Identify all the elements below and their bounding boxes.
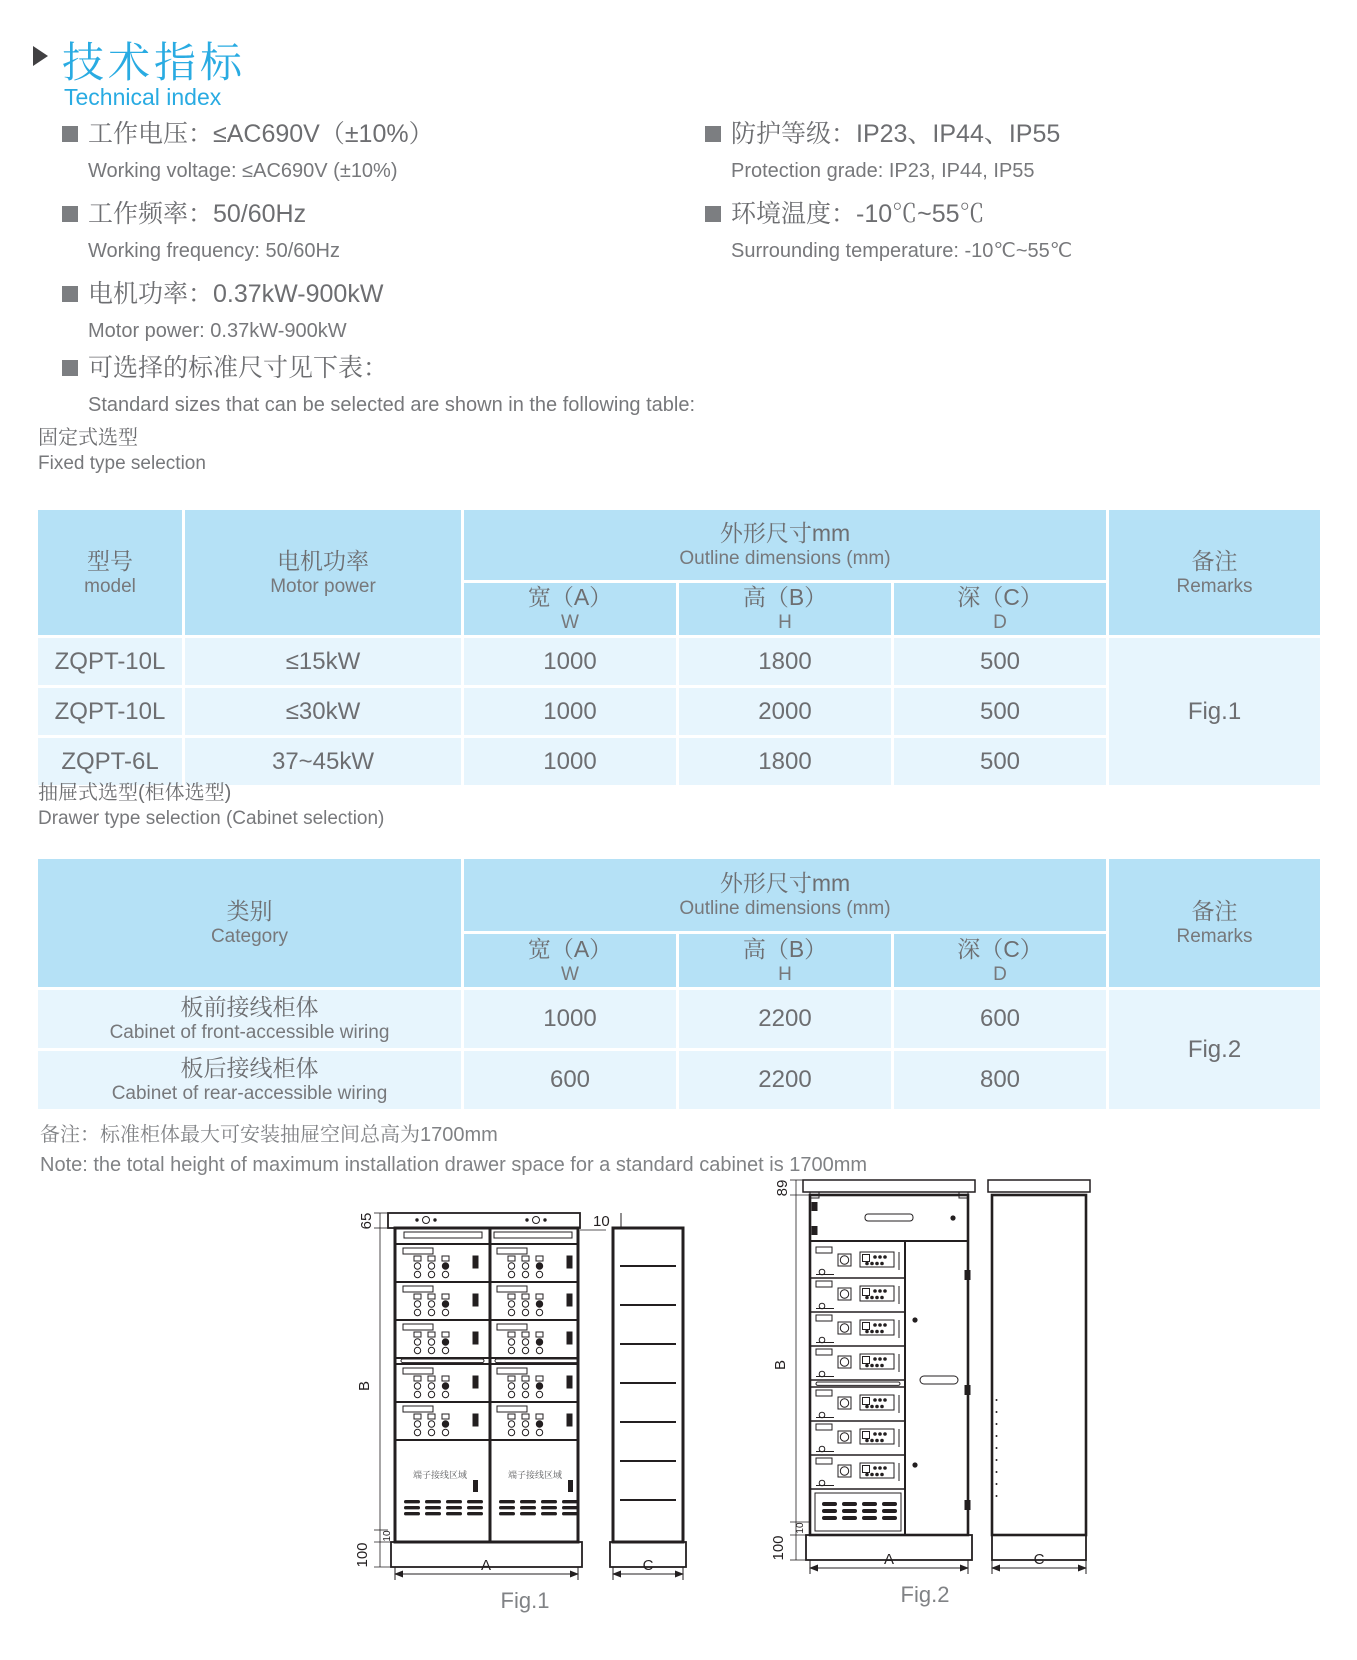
footnote-zh: 备注：标准柜体最大可安装抽屉空间总高为1700mm bbox=[40, 1124, 498, 1146]
cell-depth: 500 bbox=[894, 638, 1106, 685]
cell-depth: 800 bbox=[894, 1051, 1106, 1109]
fig1-terminal-label: 端子接线区域 bbox=[507, 1470, 563, 1480]
cell-height: 1800 bbox=[679, 738, 891, 785]
header-remarks-zh: 备注 bbox=[1191, 547, 1238, 574]
cell-height: 2000 bbox=[679, 688, 891, 735]
fig2-dim-width: A bbox=[883, 1551, 895, 1568]
cell-depth: 600 bbox=[894, 990, 1106, 1048]
footnote bbox=[40, 1120, 867, 1180]
fig1-dim-depth: C bbox=[642, 1557, 654, 1574]
header-remarks: 备注 Remarks bbox=[1109, 859, 1320, 987]
cell-category: 板前接线柜体 Cabinet of front-accessible wiring bbox=[38, 990, 461, 1048]
fig1-dim-lead: 10 bbox=[593, 1213, 610, 1230]
header-outline-dimensions bbox=[464, 510, 1106, 580]
spec-zh-text: 工作电压：≤AC690V（±10%） bbox=[88, 120, 434, 148]
fig1-side-view bbox=[613, 1213, 683, 1542]
cell-width: 1000 bbox=[464, 638, 676, 685]
fig2-dim-lines bbox=[790, 1180, 810, 1560]
fig2-dim-top: 89 bbox=[774, 1179, 791, 1197]
bullet-square-icon bbox=[62, 286, 78, 302]
bullet-square-icon bbox=[705, 206, 721, 222]
fig1-drawing bbox=[340, 1190, 700, 1630]
header-dims-zh: 外形尺寸mm bbox=[719, 520, 851, 546]
header-model-en: model bbox=[84, 575, 136, 597]
fig1-dim-height: B bbox=[356, 1380, 373, 1392]
fig1-dim-bottom: 100 bbox=[354, 1542, 371, 1568]
spec-en-text: Surrounding temperature: -10℃~55℃ bbox=[731, 240, 1073, 262]
fig2-dim-bottom-lines bbox=[810, 1560, 1086, 1574]
cell-height: 2200 bbox=[679, 1051, 891, 1109]
fig1-row-lines bbox=[395, 1244, 578, 1440]
header-model-zh: 型号 bbox=[87, 547, 133, 574]
fig1-front-view bbox=[388, 1213, 580, 1542]
fig2-drawing bbox=[770, 1170, 1100, 1630]
spec-item-voltage bbox=[62, 118, 642, 185]
fixed-section-label-en: Fixed type selection bbox=[38, 453, 206, 474]
footnote-en: Note: the total height of maximum installation drawer space for a standard cabinet is 1700mm bbox=[40, 1154, 868, 1176]
fixed-section-label-zh: 固定式选型 bbox=[38, 427, 138, 449]
cell-power: 37~45kW bbox=[185, 738, 461, 785]
drawer-section-label-zh: 抽屉式选型(柜体选型) bbox=[38, 782, 232, 804]
table-row bbox=[38, 638, 1320, 685]
page-title-en: Technical index bbox=[64, 84, 222, 110]
header-model bbox=[38, 510, 182, 635]
cell-power: ≤15kW bbox=[185, 638, 461, 685]
spec-item-motor-power bbox=[62, 278, 642, 345]
cell-power: ≤30kW bbox=[185, 688, 461, 735]
header-category: 类别 Category bbox=[38, 859, 461, 987]
header-power-en: Motor power bbox=[270, 575, 376, 597]
header-width: 宽（A） W bbox=[464, 934, 676, 987]
section-arrow-icon bbox=[33, 46, 48, 66]
fig2-door bbox=[912, 1270, 970, 1510]
header-height: 高（B） H bbox=[679, 583, 891, 635]
header-height: 高（B） H bbox=[679, 934, 891, 987]
header-depth: 深（C） D bbox=[894, 934, 1106, 987]
spec-item-temperature bbox=[705, 198, 1305, 265]
fig2-mid-slot bbox=[816, 1382, 900, 1385]
header-width: 宽（A） W bbox=[464, 583, 676, 635]
fig1-cap-marks bbox=[416, 1217, 546, 1224]
spec-zh-text: 防护等级：IP23、IP44、IP55 bbox=[731, 120, 1061, 148]
page-title-zh: 技术指标 bbox=[62, 39, 247, 86]
fig1-caption: Fig.1 bbox=[500, 1588, 550, 1613]
fig2-dim-depth: C bbox=[1033, 1551, 1045, 1568]
table-header-row bbox=[38, 859, 1320, 931]
spec-column-left bbox=[62, 118, 642, 358]
spec-item-frequency bbox=[62, 198, 642, 265]
cell-height: 1800 bbox=[679, 638, 891, 685]
spec-zh-text: 环境温度：-10℃~55℃ bbox=[731, 200, 985, 228]
spec-en-text: Protection grade: IP23, IP44, IP55 bbox=[731, 160, 1035, 182]
fig2-caption: Fig.2 bbox=[900, 1582, 950, 1607]
spec-zh-text: 电机功率：0.37kW-900kW bbox=[88, 280, 384, 308]
cell-category: 板后接线柜体 Cabinet of rear-accessible wiring bbox=[38, 1051, 461, 1109]
spec-column-right bbox=[705, 118, 1305, 278]
fig2-front-view bbox=[803, 1180, 975, 1535]
fig1-dim-width: A bbox=[480, 1557, 492, 1574]
header-motor-power bbox=[185, 510, 461, 635]
spec-en-text: Working frequency: 50/60Hz bbox=[88, 240, 340, 262]
bullet-square-icon bbox=[62, 126, 78, 142]
table-header-row bbox=[38, 510, 1320, 580]
cell-depth: 500 bbox=[894, 738, 1106, 785]
bullet-square-icon bbox=[705, 126, 721, 142]
figure-2 bbox=[770, 1170, 1100, 1635]
spec-en-text: Working voltage: ≤AC690V (±10%) bbox=[88, 160, 398, 182]
fixed-section-label bbox=[38, 425, 206, 477]
fig2-dim-offset: 10 bbox=[795, 1522, 806, 1534]
cell-model: ZQPT-6L bbox=[38, 738, 182, 785]
spec-en-text: Motor power: 0.37kW-900kW bbox=[88, 320, 347, 342]
fig1-top-slots bbox=[404, 1232, 572, 1238]
bullet-square-icon bbox=[62, 206, 78, 222]
drawer-section-label-en: Drawer type selection (Cabinet selection) bbox=[38, 808, 385, 829]
cell-model: ZQPT-10L bbox=[38, 638, 182, 685]
header-power-zh: 电机功率 bbox=[277, 547, 369, 574]
bullet-square-icon bbox=[62, 360, 78, 376]
cell-width: 1000 bbox=[464, 738, 676, 785]
spec-item-protection bbox=[705, 118, 1305, 185]
fig2-top-band bbox=[812, 1202, 956, 1235]
table-row bbox=[38, 990, 1320, 1048]
header-remarks-en: Remarks bbox=[1176, 575, 1253, 597]
cell-remark: Fig.1 bbox=[1109, 638, 1320, 785]
spec-item-sizes-intro bbox=[62, 352, 695, 419]
fixed-type-table bbox=[35, 507, 1323, 788]
drawer-type-table bbox=[35, 856, 1323, 1112]
drawer-section-label bbox=[38, 780, 384, 832]
cell-width: 600 bbox=[464, 1051, 676, 1109]
fig2-module-lines bbox=[810, 1278, 905, 1489]
header-depth: 深（C） D bbox=[894, 583, 1106, 635]
header-remarks bbox=[1109, 510, 1320, 635]
fig2-dim-bottom: 100 bbox=[770, 1535, 787, 1561]
cell-depth: 500 bbox=[894, 688, 1106, 735]
cell-width: 1000 bbox=[464, 688, 676, 735]
header-dims-en: Outline dimensions (mm) bbox=[679, 548, 891, 569]
spec-en-text: Standard sizes that can be selected are shown in the following table: bbox=[88, 394, 696, 416]
fig2-vent-bars bbox=[822, 1502, 897, 1520]
cell-height: 2200 bbox=[679, 990, 891, 1048]
fig1-dim-top: 65 bbox=[358, 1212, 375, 1230]
spec-zh-text: 可选择的标准尺寸见下表： bbox=[88, 354, 389, 382]
header-outline-dimensions: 外形尺寸mm Outline dimensions (mm) bbox=[464, 859, 1106, 931]
fig1-dim-bottom-lines bbox=[395, 1567, 683, 1580]
fig1-terminal-label: 端子接线区域 bbox=[412, 1470, 468, 1480]
cell-model: ZQPT-10L bbox=[38, 688, 182, 735]
fig1-dim-offset: 10 bbox=[382, 1530, 393, 1542]
fig2-dim-height: B bbox=[772, 1359, 789, 1371]
spec-zh-text: 工作频率：50/60Hz bbox=[88, 200, 307, 228]
cell-width: 1000 bbox=[464, 990, 676, 1048]
figure-1 bbox=[340, 1190, 700, 1635]
cell-remark: Fig.2 bbox=[1109, 990, 1320, 1109]
fig2-side-view bbox=[988, 1180, 1090, 1535]
